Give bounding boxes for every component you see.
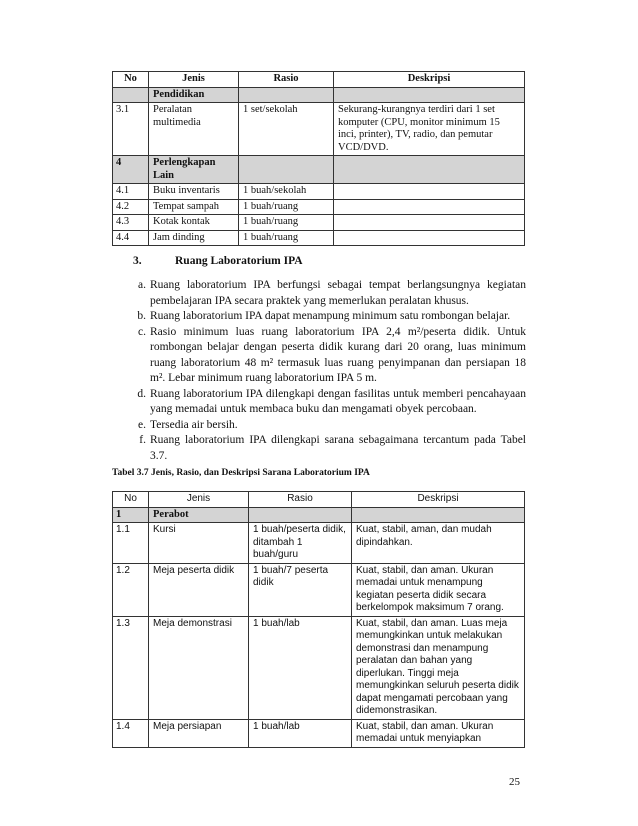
table-header-row <box>113 72 525 88</box>
table-row <box>113 230 525 246</box>
cell-deskripsi <box>352 507 525 523</box>
cell-rasio: 1 buah/sekolah <box>239 184 334 200</box>
cell-no: 4.1 <box>113 184 149 200</box>
cell-deskripsi <box>334 184 525 200</box>
lab-equipment-table <box>112 491 525 748</box>
cell-jenis: Perabot <box>149 507 249 523</box>
table-row <box>113 103 525 156</box>
header-no: No <box>113 72 149 88</box>
cell-jenis: Meja demonstrasi <box>149 616 249 719</box>
cell-deskripsi: Sekurang-kurangnya terdiri dari 1 set komputer (CPU, monitor minimum 15 inci, printer), TV, radio, dan pemutar VCD/DVD. <box>334 103 525 156</box>
table-row <box>113 184 525 200</box>
list-item <box>129 309 526 325</box>
cell-jenis: Kotak kontak <box>149 215 239 231</box>
list-text: Ruang laboratorium IPA dapat menampung minimum satu rombongan belajar. <box>150 310 511 322</box>
page-number: 25 <box>509 776 520 788</box>
table-row <box>113 199 525 215</box>
cell-jenis: Jam dinding <box>149 230 239 246</box>
cell-no: 4 <box>113 156 149 184</box>
cell-rasio: 1 buah/ruang <box>239 199 334 215</box>
list-marker: c. <box>138 325 146 338</box>
cell-rasio: 1 buah/7 peserta didik <box>249 563 352 616</box>
cell-no: 1.4 <box>113 719 149 747</box>
table-row <box>113 616 525 719</box>
cell-no: 1.3 <box>113 616 149 719</box>
table-row <box>113 563 525 616</box>
section-number: 3. <box>133 255 142 267</box>
cell-jenis: Tempat sampah <box>149 199 239 215</box>
cell-jenis: Kursi <box>149 523 249 564</box>
header-rasio: Rasio <box>239 72 334 88</box>
header-jenis: Jenis <box>149 492 249 508</box>
cell-jenis: Perlengkapan Lain <box>149 156 239 184</box>
list-text: Rasio minimum luas ruang laboratorium IPA 2,4 m²/peserta didik. Untuk rombongan belajar dengan peserta didik kurang dari 20 orang, luas minimum ruang laboratorium 48 m² termasuk luas ruang penyimpanan dan persiapan 18 m². Lebar minimum ruang laboratorium IPA 5 m. <box>150 325 526 384</box>
cell-deskripsi: Kuat, stabil, dan aman. Ukuran memadai untuk menampung kegiatan peserta didik secara berkelompok maksimum 7 orang. <box>352 563 525 616</box>
cell-no: 1 <box>113 507 149 523</box>
cell-deskripsi: Kuat, stabil, dan aman. Luas meja memungkinkan untuk melakukan demonstrasi dan menampung peralatan dan bahan yang diperlukan. Tinggi meja memungkinkan seluruh peserta didik dapat mengamati percobaan yang didemonstrasikan. <box>352 616 525 719</box>
cell-rasio: 1 buah/ruang <box>239 230 334 246</box>
cell-no: 4.3 <box>113 215 149 231</box>
cell-deskripsi: Kuat, stabil, dan aman. Ukuran memadai untuk menyiapkan <box>352 719 525 747</box>
list-item <box>129 278 526 309</box>
cell-jenis: Buku inventaris <box>149 184 239 200</box>
list-text: Tersedia air bersih. <box>150 418 238 431</box>
cell-deskripsi <box>334 230 525 246</box>
cell-jenis: Pendidikan <box>149 87 239 103</box>
table-row <box>113 507 525 523</box>
list-marker: e. <box>138 418 146 431</box>
header-deskripsi: Deskripsi <box>334 72 525 88</box>
cell-no <box>113 87 149 103</box>
list-text: Ruang laboratorium IPA dilengkapi sarana sebagaimana tercantum pada Tabel 3.7. <box>150 434 526 462</box>
section-heading <box>133 255 303 267</box>
cell-deskripsi <box>334 199 525 215</box>
header-deskripsi: Deskripsi <box>352 492 525 508</box>
list-item <box>129 433 526 464</box>
list-marker: d. <box>137 387 146 400</box>
cell-no: 3.1 <box>113 103 149 156</box>
cell-rasio <box>249 507 352 523</box>
cell-rasio: 1 buah/lab <box>249 616 352 719</box>
cell-no: 1.2 <box>113 563 149 616</box>
list-item <box>129 418 526 434</box>
table-row <box>113 719 525 747</box>
cell-jenis: Meja peserta didik <box>149 563 249 616</box>
list-marker: a. <box>138 279 146 291</box>
cell-jenis: Meja persiapan <box>149 719 249 747</box>
cell-no: 1.1 <box>113 523 149 564</box>
list-item <box>129 387 526 418</box>
cell-no: 4.4 <box>113 230 149 246</box>
header-jenis: Jenis <box>149 72 239 88</box>
cell-deskripsi <box>334 215 525 231</box>
list-item <box>129 325 526 387</box>
cell-deskripsi <box>334 87 525 103</box>
cell-rasio: 1 buah/ruang <box>239 215 334 231</box>
cell-no: 4.2 <box>113 199 149 215</box>
table-row <box>113 156 525 184</box>
section-title: Ruang Laboratorium IPA <box>175 255 303 267</box>
header-no: No <box>113 492 149 508</box>
list-text: Ruang laboratorium IPA dilengkapi dengan fasilitas untuk memberi pencahayaan yang memadai untuk membaca buku dan mengamati obyek percobaan. <box>150 387 526 415</box>
cell-rasio: 1 buah/lab <box>249 719 352 747</box>
cell-rasio <box>239 87 334 103</box>
cell-rasio: 1 set/sekolah <box>239 103 334 156</box>
cell-deskripsi: Kuat, stabil, aman, dan mudah dipindahkan. <box>352 523 525 564</box>
list-marker: f. <box>139 434 146 446</box>
header-rasio: Rasio <box>249 492 352 508</box>
table-row <box>113 87 525 103</box>
table-row <box>113 523 525 564</box>
equipment-table-continued <box>112 71 525 246</box>
cell-jenis: Peralatan multimedia <box>149 103 239 156</box>
cell-rasio: 1 buah/peserta didik, ditambah 1 buah/guru <box>249 523 352 564</box>
list-text: Ruang laboratorium IPA berfungsi sebagai tempat berlangsungnya kegiatan pembelajaran IPA secara praktek yang memerlukan peralatan khusus. <box>150 279 526 307</box>
cell-deskripsi <box>334 156 525 184</box>
list-marker: b. <box>137 310 146 322</box>
table-row <box>113 215 525 231</box>
table-header-row <box>113 492 525 508</box>
requirements-list <box>129 278 526 464</box>
table-caption: Tabel 3.7 Jenis, Rasio, dan Deskripsi Sarana Laboratorium IPA <box>112 468 370 478</box>
cell-rasio <box>239 156 334 184</box>
